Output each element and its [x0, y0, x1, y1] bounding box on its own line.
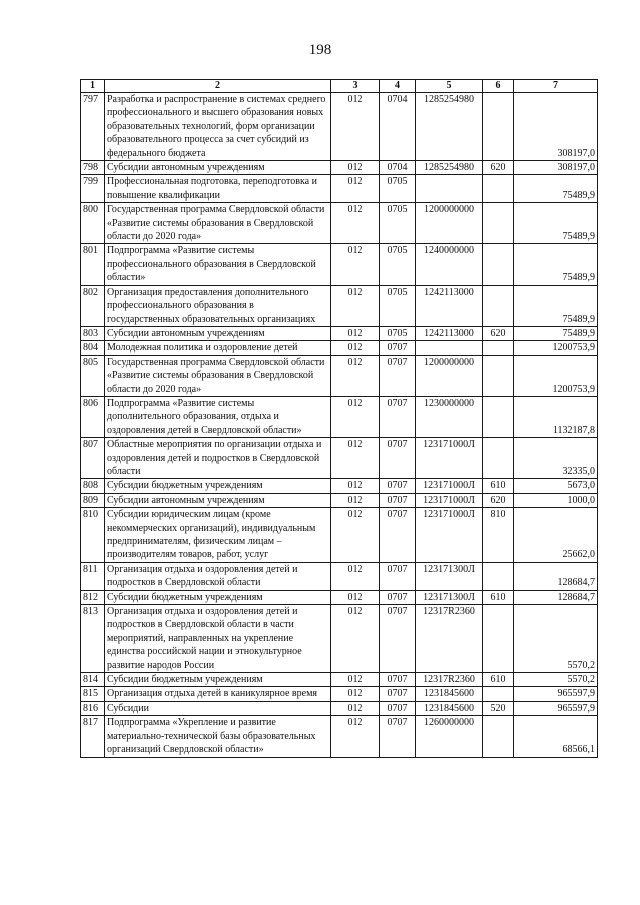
row-grbs-code: 012 — [331, 161, 380, 175]
table-row — [81, 605, 598, 673]
row-amount: 68566,1 — [514, 716, 598, 757]
row-expense-type — [483, 355, 514, 396]
row-name: Подпрограмма «Развитие системы дополнительного образования, отдыха и оздоровления детей в Свердловской области» — [105, 396, 331, 437]
table-row — [81, 203, 598, 244]
row-expense-type: 620 — [483, 326, 514, 340]
row-target-code — [416, 341, 483, 355]
row-section-code: 0705 — [380, 244, 416, 285]
row-grbs-code: 012 — [331, 716, 380, 757]
row-expense-type: 620 — [483, 161, 514, 175]
row-name: Организация отдыха и оздоровления детей и подростков в Свердловской области — [105, 562, 331, 590]
row-target-code: 12317R2360 — [416, 673, 483, 687]
table-row — [81, 355, 598, 396]
row-number: 813 — [81, 605, 105, 673]
row-name: Субсидии бюджетным учреждениям — [105, 673, 331, 687]
row-name: Организация предоставления дополнительного профессионального образования в государственных образовательных организациях — [105, 285, 331, 326]
row-amount: 965597,9 — [514, 701, 598, 715]
row-section-code: 0705 — [380, 285, 416, 326]
row-name: Подпрограмма «Развитие системы профессионального образования в Свердловской области» — [105, 244, 331, 285]
row-number: 809 — [81, 493, 105, 507]
row-section-code: 0707 — [380, 590, 416, 604]
row-expense-type — [483, 687, 514, 701]
row-expense-type — [483, 341, 514, 355]
row-number: 810 — [81, 508, 105, 563]
row-amount: 1200753,9 — [514, 355, 598, 396]
row-amount: 965597,9 — [514, 687, 598, 701]
row-amount: 308197,0 — [514, 161, 598, 175]
row-target-code: 1285254980 — [416, 93, 483, 161]
row-name: Субсидии — [105, 701, 331, 715]
row-expense-type — [483, 562, 514, 590]
row-number: 799 — [81, 175, 105, 203]
row-amount: 75489,9 — [514, 203, 598, 244]
row-amount: 32335,0 — [514, 438, 598, 479]
header-col-6: 6 — [483, 80, 514, 93]
row-section-code: 0707 — [380, 493, 416, 507]
row-target-code: 1200000000 — [416, 203, 483, 244]
row-amount: 1200753,9 — [514, 341, 598, 355]
row-grbs-code: 012 — [331, 493, 380, 507]
row-target-code: 123171000Л — [416, 508, 483, 563]
row-amount: 5570,2 — [514, 605, 598, 673]
header-col-7: 7 — [514, 80, 598, 93]
table-row — [81, 493, 598, 507]
table-row — [81, 285, 598, 326]
row-grbs-code: 012 — [331, 687, 380, 701]
budget-table — [80, 79, 598, 758]
row-amount: 1132187,8 — [514, 396, 598, 437]
row-section-code: 0704 — [380, 161, 416, 175]
row-section-code: 0705 — [380, 175, 416, 203]
row-target-code: 1242113000 — [416, 326, 483, 340]
row-grbs-code: 012 — [331, 508, 380, 563]
row-amount: 25662,0 — [514, 508, 598, 563]
row-name: Разработка и распространение в системах среднего профессионального и высшего образования новых образовательных технологий, форм организации образовательного процесса за счет субсидий из федерального бюджета — [105, 93, 331, 161]
row-section-code: 0707 — [380, 562, 416, 590]
row-section-code: 0707 — [380, 438, 416, 479]
row-number: 808 — [81, 479, 105, 493]
row-name: Государственная программа Свердловской области «Развитие системы образования в Свердловской области до 2020 года» — [105, 355, 331, 396]
row-grbs-code: 012 — [331, 203, 380, 244]
row-number: 804 — [81, 341, 105, 355]
header-col-4: 4 — [380, 80, 416, 93]
row-grbs-code: 012 — [331, 590, 380, 604]
row-number: 801 — [81, 244, 105, 285]
row-expense-type — [483, 716, 514, 757]
row-expense-type — [483, 244, 514, 285]
row-amount: 128684,7 — [514, 562, 598, 590]
row-section-code: 0707 — [380, 508, 416, 563]
table-row — [81, 479, 598, 493]
row-target-code: 1231845600 — [416, 701, 483, 715]
row-target-code: 1230000000 — [416, 396, 483, 437]
row-target-code: 123171000Л — [416, 493, 483, 507]
row-target-code: 12317R2360 — [416, 605, 483, 673]
row-number: 807 — [81, 438, 105, 479]
row-expense-type — [483, 396, 514, 437]
table-row — [81, 562, 598, 590]
table-row — [81, 438, 598, 479]
row-target-code: 1260000000 — [416, 716, 483, 757]
table-body — [81, 93, 598, 758]
row-target-code: 123171300Л — [416, 590, 483, 604]
row-amount: 75489,9 — [514, 285, 598, 326]
row-number: 800 — [81, 203, 105, 244]
row-name: Профессиональная подготовка, переподготовка и повышение квалификации — [105, 175, 331, 203]
row-name: Организация отдыха и оздоровления детей и подростков в Свердловской области в части мероприятий, направленных на укрепление единства российской нации и этнокультурное развитие народов России — [105, 605, 331, 673]
row-expense-type: 610 — [483, 673, 514, 687]
row-expense-type — [483, 285, 514, 326]
row-section-code: 0707 — [380, 479, 416, 493]
row-section-code: 0704 — [380, 93, 416, 161]
row-expense-type — [483, 175, 514, 203]
row-grbs-code: 012 — [331, 93, 380, 161]
row-target-code: 1240000000 — [416, 244, 483, 285]
row-grbs-code: 012 — [331, 673, 380, 687]
header-col-1: 1 — [81, 80, 105, 93]
row-section-code: 0705 — [380, 203, 416, 244]
row-amount: 5570,2 — [514, 673, 598, 687]
row-section-code: 0707 — [380, 605, 416, 673]
row-target-code: 123171000Л — [416, 479, 483, 493]
row-amount: 5673,0 — [514, 479, 598, 493]
row-name: Областные мероприятия по организации отдыха и оздоровления детей и подростков в Свердловской области — [105, 438, 331, 479]
row-expense-type — [483, 93, 514, 161]
table-row — [81, 396, 598, 437]
row-number: 798 — [81, 161, 105, 175]
row-grbs-code: 012 — [331, 244, 380, 285]
row-target-code: 1285254980 — [416, 161, 483, 175]
row-grbs-code: 012 — [331, 438, 380, 479]
table-row — [81, 716, 598, 757]
row-amount: 1000,0 — [514, 493, 598, 507]
row-expense-type — [483, 438, 514, 479]
row-expense-type: 610 — [483, 590, 514, 604]
table-row — [81, 244, 598, 285]
table-row — [81, 508, 598, 563]
row-target-code: 123171000Л — [416, 438, 483, 479]
row-number: 806 — [81, 396, 105, 437]
row-target-code: 1242113000 — [416, 285, 483, 326]
row-expense-type: 810 — [483, 508, 514, 563]
row-name: Субсидии автономным учреждениям — [105, 326, 331, 340]
row-section-code: 0707 — [380, 341, 416, 355]
row-number: 802 — [81, 285, 105, 326]
row-grbs-code: 012 — [331, 175, 380, 203]
row-number: 817 — [81, 716, 105, 757]
row-name: Молодежная политика и оздоровление детей — [105, 341, 331, 355]
row-number: 812 — [81, 590, 105, 604]
row-number: 803 — [81, 326, 105, 340]
row-grbs-code: 012 — [331, 285, 380, 326]
row-section-code: 0707 — [380, 355, 416, 396]
row-amount: 308197,0 — [514, 93, 598, 161]
row-grbs-code: 012 — [331, 326, 380, 340]
row-section-code: 0707 — [380, 673, 416, 687]
row-name: Субсидии бюджетным учреждениям — [105, 590, 331, 604]
row-number: 797 — [81, 93, 105, 161]
row-target-code: 1231845600 — [416, 687, 483, 701]
page-number: 198 — [308, 42, 332, 58]
row-target-code: 1200000000 — [416, 355, 483, 396]
header-col-3: 3 — [331, 80, 380, 93]
table-row — [81, 687, 598, 701]
row-target-code: 123171300Л — [416, 562, 483, 590]
table-row — [81, 326, 598, 340]
row-expense-type — [483, 203, 514, 244]
row-target-code — [416, 175, 483, 203]
table-row — [81, 341, 598, 355]
row-name: Субсидии автономным учреждениям — [105, 161, 331, 175]
row-grbs-code: 012 — [331, 562, 380, 590]
row-name: Организация отдыха детей в каникулярное время — [105, 687, 331, 701]
row-name: Подпрограмма «Укрепление и развитие материально-технической базы образовательных организаций Свердловской области» — [105, 716, 331, 757]
row-section-code: 0707 — [380, 396, 416, 437]
row-name: Субсидии бюджетным учреждениям — [105, 479, 331, 493]
header-col-2: 2 — [105, 80, 331, 93]
row-number: 811 — [81, 562, 105, 590]
table-row — [81, 93, 598, 161]
table-row — [81, 590, 598, 604]
row-section-code: 0707 — [380, 716, 416, 757]
row-expense-type: 520 — [483, 701, 514, 715]
row-number: 815 — [81, 687, 105, 701]
row-grbs-code: 012 — [331, 701, 380, 715]
row-amount: 128684,7 — [514, 590, 598, 604]
row-grbs-code: 012 — [331, 341, 380, 355]
row-amount: 75489,9 — [514, 244, 598, 285]
table-row — [81, 175, 598, 203]
row-number: 816 — [81, 701, 105, 715]
row-expense-type: 620 — [483, 493, 514, 507]
header-row — [81, 80, 598, 93]
row-name: Субсидии автономным учреждениям — [105, 493, 331, 507]
table-row — [81, 673, 598, 687]
row-amount: 75489,9 — [514, 326, 598, 340]
row-section-code: 0707 — [380, 701, 416, 715]
row-name: Субсидии юридическим лицам (кроме некоммерческих организаций), индивидуальным предпринимателям, физическим лицам – производителям товаров, работ, услуг — [105, 508, 331, 563]
row-number: 814 — [81, 673, 105, 687]
row-name: Государственная программа Свердловской области «Развитие системы образования в Свердловской области до 2020 года» — [105, 203, 331, 244]
row-grbs-code: 012 — [331, 605, 380, 673]
row-grbs-code: 012 — [331, 396, 380, 437]
row-section-code: 0707 — [380, 687, 416, 701]
row-amount: 75489,9 — [514, 175, 598, 203]
row-grbs-code: 012 — [331, 479, 380, 493]
header-col-5: 5 — [416, 80, 483, 93]
table-row — [81, 161, 598, 175]
row-grbs-code: 012 — [331, 355, 380, 396]
row-expense-type — [483, 605, 514, 673]
row-section-code: 0705 — [380, 326, 416, 340]
row-expense-type: 610 — [483, 479, 514, 493]
row-number: 805 — [81, 355, 105, 396]
table-row — [81, 701, 598, 715]
